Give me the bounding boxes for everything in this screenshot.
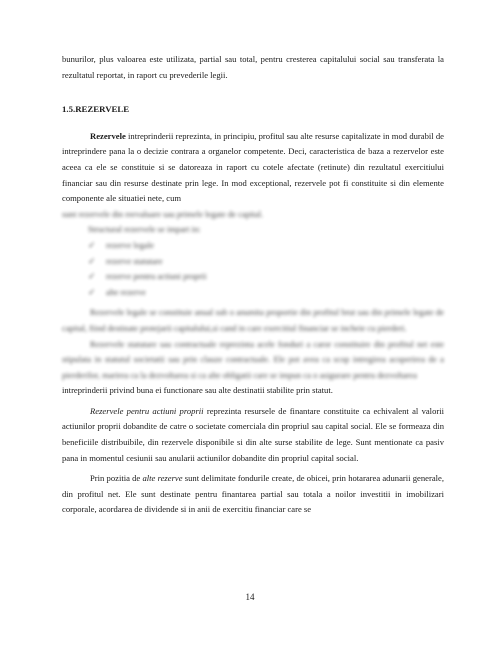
list-item-label: alte rezerve [106,286,146,297]
paragraph-alte-start: Prin pozitia de [90,473,143,484]
list-item [62,285,444,301]
paragraph-alte-rezerve [62,471,444,518]
checkmark-icon: ✓ [88,255,96,266]
list-item-label: rezerve legale [106,239,154,250]
list-item-label: rezerve pentru actiuni proprii [106,271,207,282]
paragraph-actiuni-proprii [62,404,444,466]
checkmark-icon: ✓ [88,239,96,250]
checkmark-icon: ✓ [88,286,96,297]
section-heading: 1.5.REZERVELE [62,104,130,115]
list-item [62,269,444,285]
paragraph-alte-text: sunt delimitate fondurile create, de obicei, prin hotararea adunarii generale, din profitul net. Ele sunt destinate pentru finantarea partial sau totala a noilor investitii in imobilizari corporale, acordarea de dividende si in anii de exercitiu financiar care se [62,473,444,515]
list-item [62,254,444,270]
blurred-line-reevaluare: sunt rezervele din reevaluare sau primele legate de capital. [62,208,264,219]
term-actiuni-proprii: Rezervele pentru actiuni proprii [90,405,204,416]
term-alte-rezerve: alte rezerve [142,473,183,484]
paragraph-rezerve-text: intreprinderii reprezinta, in principiu, profitul sau alte resurse capitalizate in mod durabil de intreprindere pana la o decizie contrara a organelor competente. Deci, caracteristica de baza a rezervelor este aceea ca ele se constituie si se datoreaza in raport cu cotele afectate (retinute) din rezultatul exercitiului financiar sau din resurse destinate prin lege. In mod exceptional, rezervele pot fi constituite si din elemente componente ale situatiei nete, cum [62,130,444,204]
checkmark-icon: ✓ [88,271,96,282]
blurred-paragraph-statutare: Rezervele statutare sau contractuale reprezinta acele fonduri a caror constituire din profitul net este stipulata in statutul societatii sau prin clauze contractuale. Ele pot avea ca scop intregirea acoperirea de a pierderilor, marirea ca la dezvoltarea si ca alte obligatii care se impun ca o asigurare pentru dezvoltarea [62,338,444,380]
page-number: 14 [245,592,255,602]
paragraph-actiuni-text: reprezinta resursele de finantare constituite ca echivalent al valorii actiunilor proprii dobandite de catre o societate comerciala din propriul sau capital social. Ele se formeaza din beneficiile distribuibile, din rezervele disponibile si din alte surse stabilite de lege. Sunt mentionate ca pasiv pana in momentul cesiunii sau anularii actiunilor dobandite din propriul capital social. [62,405,444,463]
blurred-paragraph-legale: Rezervele legale se constituie anual sub o anumita proportie din profitul brut sau din primele legate de capital, fiind destinate protejarii capitalului,si cand in care exercitiul financiar se incheie cu pierderi. [62,307,444,333]
list-item-label: rezerve statutare [106,255,163,266]
blurred-list-lead: Structural rezervele se impart in: [88,224,201,235]
list-item [62,238,444,254]
paragraph-statutare-tail: intreprinderii privind buna ei functionare sau alte destinatii stabilite prin statut. [62,385,333,396]
rezerve-structure-list [62,238,444,300]
paragraph-intro: bunurilor, plus valoarea este utilizata, partial sau total, pentru cresterea capitalului social sau transferata la rezultatul reportat, in raport cu prevederile legii. [62,54,444,80]
document-page [62,52,444,518]
term-rezervele: Rezervele [90,130,126,141]
paragraph-rezerve [62,129,444,207]
